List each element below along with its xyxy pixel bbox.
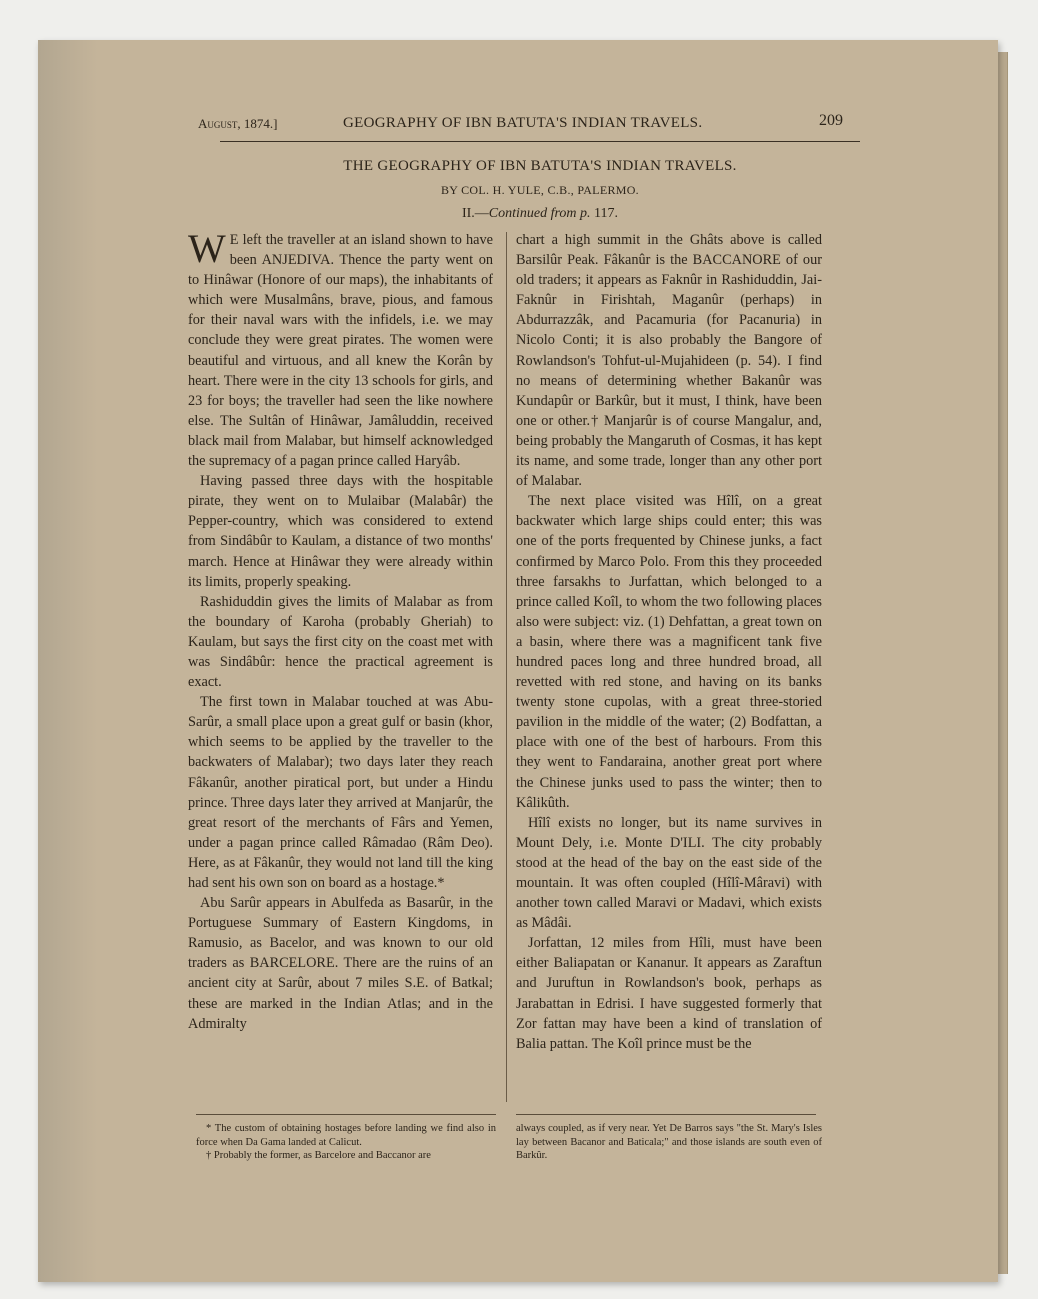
part-prefix: II.— — [461, 206, 489, 221]
footnotes-right — [516, 1122, 822, 1163]
drop-cap: W — [188, 226, 226, 271]
right-column — [516, 230, 822, 1054]
left-column — [188, 226, 493, 1034]
issue-date: August, 1874.] — [198, 116, 278, 131]
paragraph: The first town in Malabar touched at was Abu-Sarûr, a small place upon a great gulf or basin (khor, which seems to be applied by the traveller to the backwaters of Malabar); two days later they reach Fâkanûr, another piratical port, but under a Hindu prince. Three days later they arrived at Manjarûr, the great resort of the merchants of Fârs and Yemen, under a pagan prince called Râmadao (Râm Deo). Here, as at Fâkanûr, they would not land till the king had sent his own son on board as a hostage.* — [188, 694, 493, 891]
article-byline: BY COL. H. YULE, C.B., PALERMO. — [441, 183, 639, 197]
paragraph: Hîlî exists no longer, but its name survives in Mount Dely, i.e. Monte D'ILI. The city probably stood at the head of the bay on the east side of the mountain. It was often coupled (Hîlî-Mâravi) with another town called Maravi or Madavi, which exists as Mâdâi. — [516, 814, 822, 932]
paragraph: chart a high summit in the Ghâts above is called Barsilûr Peak. Fâkanûr is the BACCANORE of our old traders; it appears as Faknûr in Rashiduddin, Jai-Faknûr in Firishtah, Maganûr (perhaps) in Abdurrazzâk, and Pacamuria (for Pacanuria) in Nicolo Conti; it is also probably the Bangore of Rowlandson's Tohfut-ul-Mujahideen (p. 54). I find no means of determining whether Bakanûr was Kundapûr or Barkûr, but it must, I think, have been one or other.† Manjarûr is of course Mangalur, and, being probably the Mangaruth of Cosmas, it has kept its name, and some trade, longer than any other port of Malabar. — [516, 232, 822, 490]
part-continued: Continued from p. — [488, 206, 591, 221]
paragraph: Rashiduddin gives the limits of Malabar as from the boundary of Karoha (probably Gheriah) to Kaulam, but says the first city on the coast met with was Sindâbûr: hence the practical agreement is exact. — [188, 593, 493, 691]
paragraph-text: E left the traveller at an island shown to have been ANJEDIVA. Thence the party went on to Hinâwar (Honore of our maps), the inhabitants of which were Musalmâns, brave, pious, and famous for their naval wars with the infidels, i.e. we may conclude they were great pirates. The women were beautiful and virtuous, and all knew the Korân by heart. There were in the city 13 schools for girls, and 23 for boys; the traveller had seen the like nowhere else. The Sultân of Hinâwar, Jamâluddin, received black mail from Malabar, but himself acknowledged the supremacy of a pagan prince called Haryâb. — [188, 232, 493, 470]
article-title: THE GEOGRAPHY OF IBN BATUTA'S INDIAN TRAVELS. — [343, 158, 737, 174]
footnote: always coupled, as if very near. Yet De Barros says "the St. Mary's Isles lay between Bacanor and Baticala;" and those islands are south even of Barkûr. — [516, 1123, 822, 1161]
footnote-rule-left — [196, 1114, 496, 1115]
running-head — [198, 112, 843, 142]
paragraph: Jorfattan, 12 miles from Hîli, must have been either Baliapatan or Kananur. It appears as Zaraftun and Juruftun in Rowlandson's book, perhaps as Jarabattan in Edrisi. I have suggested formerly that Zor fattan may have been a kind of translation of Balia pattan. The Koîl prince must be the — [516, 935, 822, 1052]
running-title: GEOGRAPHY OF IBN BATUTA'S INDIAN TRAVELS. — [343, 115, 703, 131]
column-divider — [506, 232, 507, 1102]
footnote: * The custom of obtaining hostages before landing we find also in force when Da Gama landed at Calicut. — [196, 1123, 496, 1148]
page-number: 209 — [819, 112, 843, 129]
footnote: † Probably the former, as Barcelore and Baccanor are — [206, 1150, 431, 1161]
part-page: 117. — [594, 206, 619, 221]
part-heading — [220, 206, 860, 222]
header-rule — [220, 141, 860, 142]
paragraph — [188, 226, 493, 471]
paragraph: The next place visited was Hîlî, on a great backwater which large ships could enter; this was one of the ports frequented by Chinese junks, a fact confirmed by Marco Polo. From this they proceeded three farsakhs to Jurfattan, which belonged to a prince called Koîl, to whom the two following places also were subject: viz. (1) Dehfattan, a great town on a basin, where there was a magnificent tank five hundred paces long and three hundred broad, all revetted with red stone, and having on its banks twenty stone cupolas, with a great three-storied pavilion in the middle of the water; (2) Bodfattan, a place with one of the best of harbours. From this they went to Fandaraina, another great port where the Chinese junks used to pass the winter; then to Kâlikûth. — [516, 493, 822, 811]
paragraph: Having passed three days with the hospitable pirate, they went on to Mulaibar (Malabâr) the Pepper-country, which was considered to extend from Sindâbûr to Kaulam, a distance of two months' march. Hence at Hinâwar they were already within its limits, properly speaking. — [188, 473, 493, 590]
footnotes-left — [196, 1122, 496, 1163]
footnote-rule-right — [516, 1114, 816, 1115]
journal-page — [38, 40, 998, 1282]
paragraph: Abu Sarûr appears in Abulfeda as Basarûr, in the Portuguese Summary of Eastern Kingdoms, in Ramusio, as Bacelor, and was known to our old traders as BARCELORE. There are the ruins of an ancient city at Sarûr, about 7 miles S.E. of Batkal; these are marked in the Indian Atlas; and in the Admiralty — [188, 895, 493, 1032]
